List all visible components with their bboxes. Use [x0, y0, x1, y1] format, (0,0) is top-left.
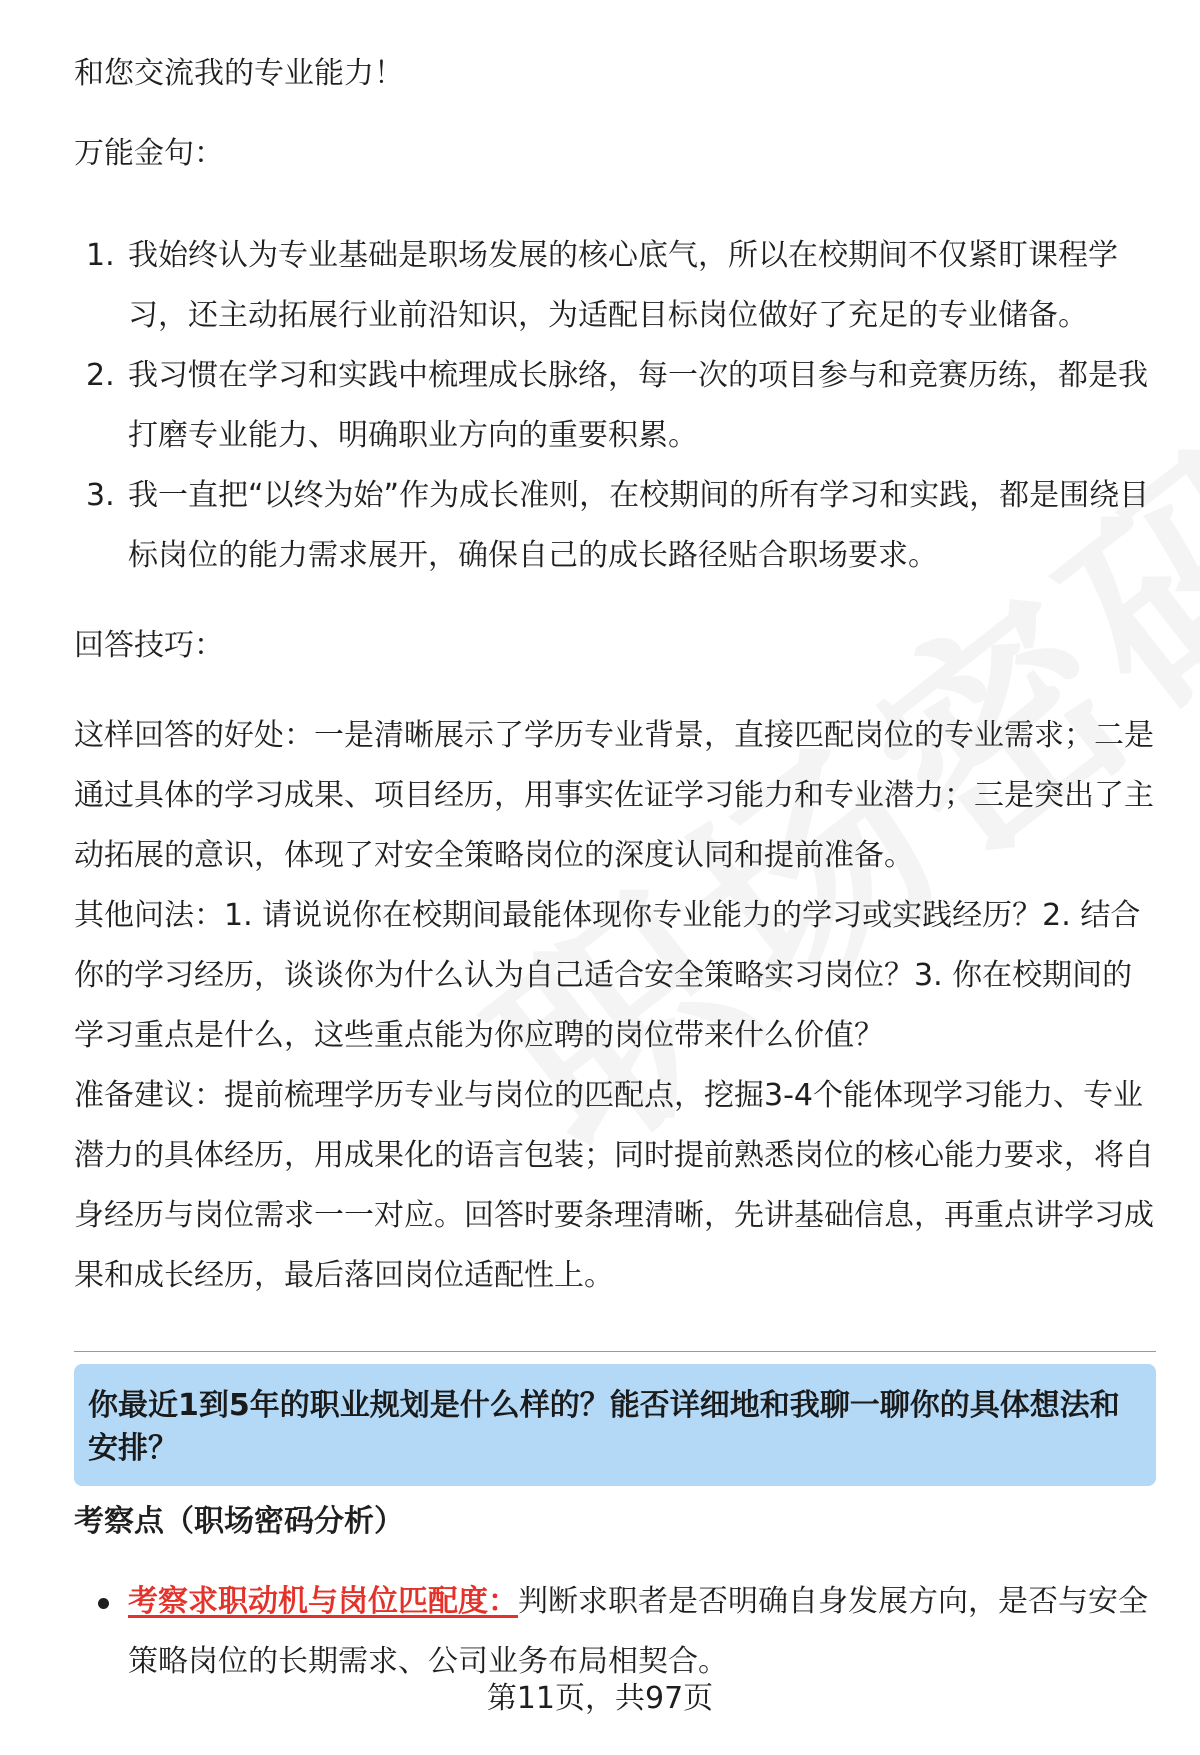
list-item — [74, 226, 1156, 346]
tips-preparation: 准备建议：提前梳理学历专业与岗位的匹配点，挖掘3-4个能体现学习能力、专业潜力的具体经历，用成果化的语言包装；同时提前熟悉岗位的核心能力要求，将自身经历与岗位需求一一对应。回答时要条理清晰，先讲基础信息，再重点讲学习成果和成长经历，最后落回岗位适配性上。 — [74, 1078, 1154, 1293]
list-item — [74, 1572, 1156, 1692]
tips-benefit: 这样回答的好处：一是清晰展示了学历专业背景，直接匹配岗位的专业需求；二是通过具体的学习成果、项目经历，用事实佐证学习能力和专业潜力；三是突出了主动拓展的意识，体现了对安全策略岗位的深度认同和提前准备。 — [74, 718, 1154, 873]
list-number: 2. — [86, 358, 115, 393]
question-box — [74, 1364, 1156, 1486]
exam-points-list — [74, 1572, 1156, 1692]
page-number: 第11页，共97页 — [486, 1681, 714, 1716]
intro-line: 和您交流我的专业能力！ — [74, 56, 404, 91]
list-item — [74, 466, 1156, 586]
exam-points-title: 考察点（职场密码分析） — [74, 1504, 404, 1539]
point-label: 考察求职动机与岗位匹配度： — [128, 1584, 518, 1619]
list-text: 我习惯在学习和实践中梳理成长脉络，每一次的项目参与和竞赛历练，都是我打磨专业能力、明确职业方向的重要积累。 — [128, 358, 1148, 453]
question-text: 你最近1到5年的职业规划是什么样的？能否详细地和我聊一聊你的具体想法和安排？ — [88, 1388, 1120, 1466]
golden-list — [74, 226, 1156, 586]
bullet-icon — [98, 1598, 109, 1609]
point-text: 判断求职者是否明确自身发展方向，是否与安全策略岗位的长期需求、公司业务布局相契合。 — [128, 1584, 1148, 1679]
list-number: 1. — [86, 238, 115, 273]
tips-heading: 回答技巧： — [74, 628, 224, 663]
list-item — [74, 346, 1156, 466]
tips-other-questions: 其他问法：1. 请说说你在校期间最能体现你专业能力的学习或实践经历？2. 结合你的学习经历，谈谈你为什么认为自己适合安全策略实习岗位？3. 你在校期间的学习重点是什么，这些重点能为你应聘的岗位带来什么价值？ — [74, 898, 1141, 1053]
list-text: 我始终认为专业基础是职场发展的核心底气，所以在校期间不仅紧盯课程学习，还主动拓展行业前沿知识，为适配目标岗位做好了充足的专业储备。 — [128, 238, 1118, 333]
golden-heading: 万能金句： — [74, 136, 224, 171]
list-number: 3. — [86, 478, 115, 513]
list-text: 我一直把“以终为始”作为成长准则，在校期间的所有学习和实践，都是围绕目标岗位的能力需求展开，确保自己的成长路径贴合职场要求。 — [128, 478, 1150, 573]
section-divider — [74, 1351, 1156, 1352]
